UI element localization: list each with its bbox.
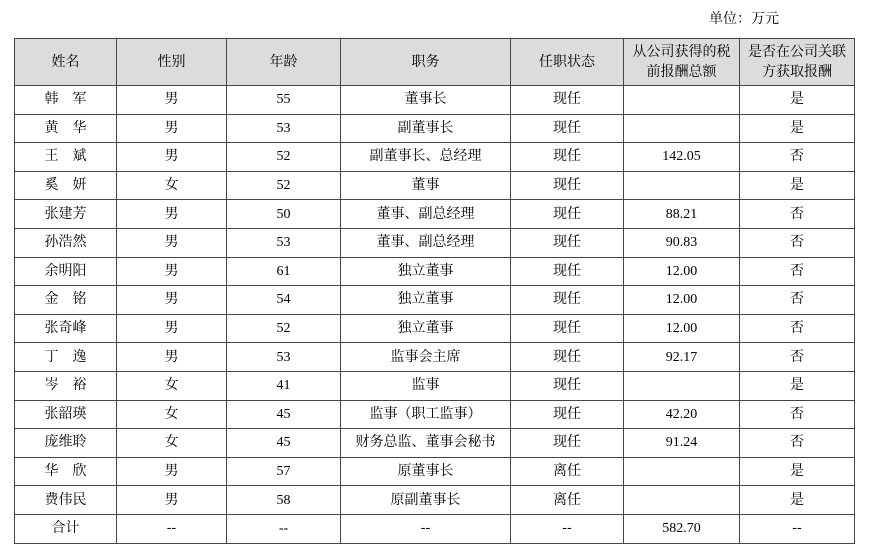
cell-status: 现任	[511, 314, 624, 343]
cell-related-pay: 否	[740, 200, 855, 229]
cell-pretax-pay	[624, 371, 740, 400]
table-row	[15, 143, 855, 172]
cell-age: --	[227, 514, 341, 543]
cell-name: 张奇峰	[15, 314, 117, 343]
cell-name: 丁 逸	[15, 343, 117, 372]
cell-pretax-pay: 92.17	[624, 343, 740, 372]
cell-related-pay: 否	[740, 143, 855, 172]
cell-name: 奚 妍	[15, 171, 117, 200]
cell-related-pay: --	[740, 514, 855, 543]
cell-related-pay: 是	[740, 457, 855, 486]
cell-related-pay: 是	[740, 486, 855, 515]
cell-status: 现任	[511, 228, 624, 257]
cell-pretax-pay	[624, 486, 740, 515]
table-row	[15, 86, 855, 115]
table-row	[15, 171, 855, 200]
cell-related-pay: 否	[740, 228, 855, 257]
cell-pretax-pay: 12.00	[624, 314, 740, 343]
table-row	[15, 400, 855, 429]
cell-related-pay: 是	[740, 171, 855, 200]
cell-age: 52	[227, 314, 341, 343]
cell-pretax-pay	[624, 114, 740, 143]
header-age: 年龄	[227, 39, 341, 86]
cell-age: 58	[227, 486, 341, 515]
cell-related-pay: 是	[740, 86, 855, 115]
cell-pretax-pay: 142.05	[624, 143, 740, 172]
cell-position: 原副董事长	[341, 486, 511, 515]
table-row	[15, 114, 855, 143]
cell-status: 现任	[511, 86, 624, 115]
cell-name: 孙浩然	[15, 228, 117, 257]
cell-status: 现任	[511, 286, 624, 315]
cell-gender: 女	[117, 171, 227, 200]
cell-gender: 男	[117, 486, 227, 515]
cell-position: 副董事长、总经理	[341, 143, 511, 172]
header-pretax-pay: 从公司获得的税前报酬总额	[624, 39, 740, 86]
header-position: 职务	[341, 39, 511, 86]
cell-related-pay: 否	[740, 314, 855, 343]
cell-position: --	[341, 514, 511, 543]
cell-name: 韩 军	[15, 86, 117, 115]
cell-gender: 女	[117, 429, 227, 458]
cell-status: 现任	[511, 429, 624, 458]
cell-related-pay: 否	[740, 429, 855, 458]
cell-status: 现任	[511, 257, 624, 286]
table-row	[15, 343, 855, 372]
cell-related-pay: 否	[740, 286, 855, 315]
cell-age: 52	[227, 171, 341, 200]
cell-name: 余明阳	[15, 257, 117, 286]
cell-age: 53	[227, 343, 341, 372]
cell-position: 监事	[341, 371, 511, 400]
table-row	[15, 429, 855, 458]
cell-pretax-pay: 88.21	[624, 200, 740, 229]
cell-pretax-pay	[624, 86, 740, 115]
cell-name: 张建芳	[15, 200, 117, 229]
cell-name: 庞维聆	[15, 429, 117, 458]
table-row	[15, 257, 855, 286]
cell-position: 董事长	[341, 86, 511, 115]
cell-name: 黄 华	[15, 114, 117, 143]
cell-gender: 男	[117, 200, 227, 229]
cell-status: 现任	[511, 400, 624, 429]
table-header-row	[15, 39, 855, 86]
cell-gender: 男	[117, 314, 227, 343]
cell-gender: 男	[117, 143, 227, 172]
cell-age: 53	[227, 114, 341, 143]
cell-gender: 男	[117, 286, 227, 315]
cell-pretax-pay: 12.00	[624, 286, 740, 315]
cell-position: 副董事长	[341, 114, 511, 143]
cell-gender: 男	[117, 86, 227, 115]
cell-age: 54	[227, 286, 341, 315]
cell-name: 金 铭	[15, 286, 117, 315]
cell-pretax-pay: 12.00	[624, 257, 740, 286]
cell-pretax-pay: 42.20	[624, 400, 740, 429]
table-row	[15, 314, 855, 343]
cell-status: 现任	[511, 171, 624, 200]
header-name: 姓名	[15, 39, 117, 86]
cell-status: 现任	[511, 200, 624, 229]
cell-age: 57	[227, 457, 341, 486]
table-row	[15, 286, 855, 315]
cell-gender: 男	[117, 343, 227, 372]
table-row	[15, 486, 855, 515]
cell-age: 61	[227, 257, 341, 286]
cell-name: 华 欣	[15, 457, 117, 486]
cell-status: 现任	[511, 371, 624, 400]
table-row	[15, 200, 855, 229]
cell-status: 现任	[511, 143, 624, 172]
total-row	[15, 514, 855, 543]
cell-pretax-pay	[624, 171, 740, 200]
cell-pretax-pay: 91.24	[624, 429, 740, 458]
header-related-pay: 是否在公司关联方获取报酬	[740, 39, 855, 86]
cell-status: --	[511, 514, 624, 543]
table-row	[15, 228, 855, 257]
cell-age: 55	[227, 86, 341, 115]
table-row	[15, 371, 855, 400]
cell-age: 45	[227, 400, 341, 429]
cell-pretax-pay: 90.83	[624, 228, 740, 257]
cell-name: 费伟民	[15, 486, 117, 515]
cell-name: 王 斌	[15, 143, 117, 172]
cell-status: 离任	[511, 486, 624, 515]
cell-position: 监事（职工监事）	[341, 400, 511, 429]
cell-status: 现任	[511, 343, 624, 372]
cell-age: 45	[227, 429, 341, 458]
cell-position: 董事	[341, 171, 511, 200]
cell-position: 独立董事	[341, 286, 511, 315]
cell-name: 合计	[15, 514, 117, 543]
cell-position: 独立董事	[341, 314, 511, 343]
cell-pretax-pay: 582.70	[624, 514, 740, 543]
cell-age: 41	[227, 371, 341, 400]
cell-age: 52	[227, 143, 341, 172]
cell-gender: 男	[117, 257, 227, 286]
cell-related-pay: 是	[740, 114, 855, 143]
cell-name: 张韶瑛	[15, 400, 117, 429]
compensation-table	[14, 38, 855, 544]
cell-related-pay: 是	[740, 371, 855, 400]
cell-name: 岑 裕	[15, 371, 117, 400]
cell-position: 监事会主席	[341, 343, 511, 372]
unit-label: 单位：万元	[709, 11, 779, 27]
cell-gender: --	[117, 514, 227, 543]
cell-position: 独立董事	[341, 257, 511, 286]
cell-related-pay: 否	[740, 257, 855, 286]
cell-age: 50	[227, 200, 341, 229]
cell-gender: 女	[117, 400, 227, 429]
cell-related-pay: 否	[740, 400, 855, 429]
cell-position: 董事、副总经理	[341, 228, 511, 257]
cell-position: 董事、副总经理	[341, 200, 511, 229]
cell-gender: 女	[117, 371, 227, 400]
cell-gender: 男	[117, 228, 227, 257]
cell-age: 53	[227, 228, 341, 257]
table-row	[15, 457, 855, 486]
table-body	[15, 86, 855, 544]
header-gender: 性别	[117, 39, 227, 86]
cell-status: 现任	[511, 114, 624, 143]
cell-position: 原董事长	[341, 457, 511, 486]
cell-gender: 男	[117, 114, 227, 143]
header-status: 任职状态	[511, 39, 624, 86]
cell-position: 财务总监、董事会秘书	[341, 429, 511, 458]
cell-pretax-pay	[624, 457, 740, 486]
cell-related-pay: 否	[740, 343, 855, 372]
cell-gender: 男	[117, 457, 227, 486]
cell-status: 离任	[511, 457, 624, 486]
